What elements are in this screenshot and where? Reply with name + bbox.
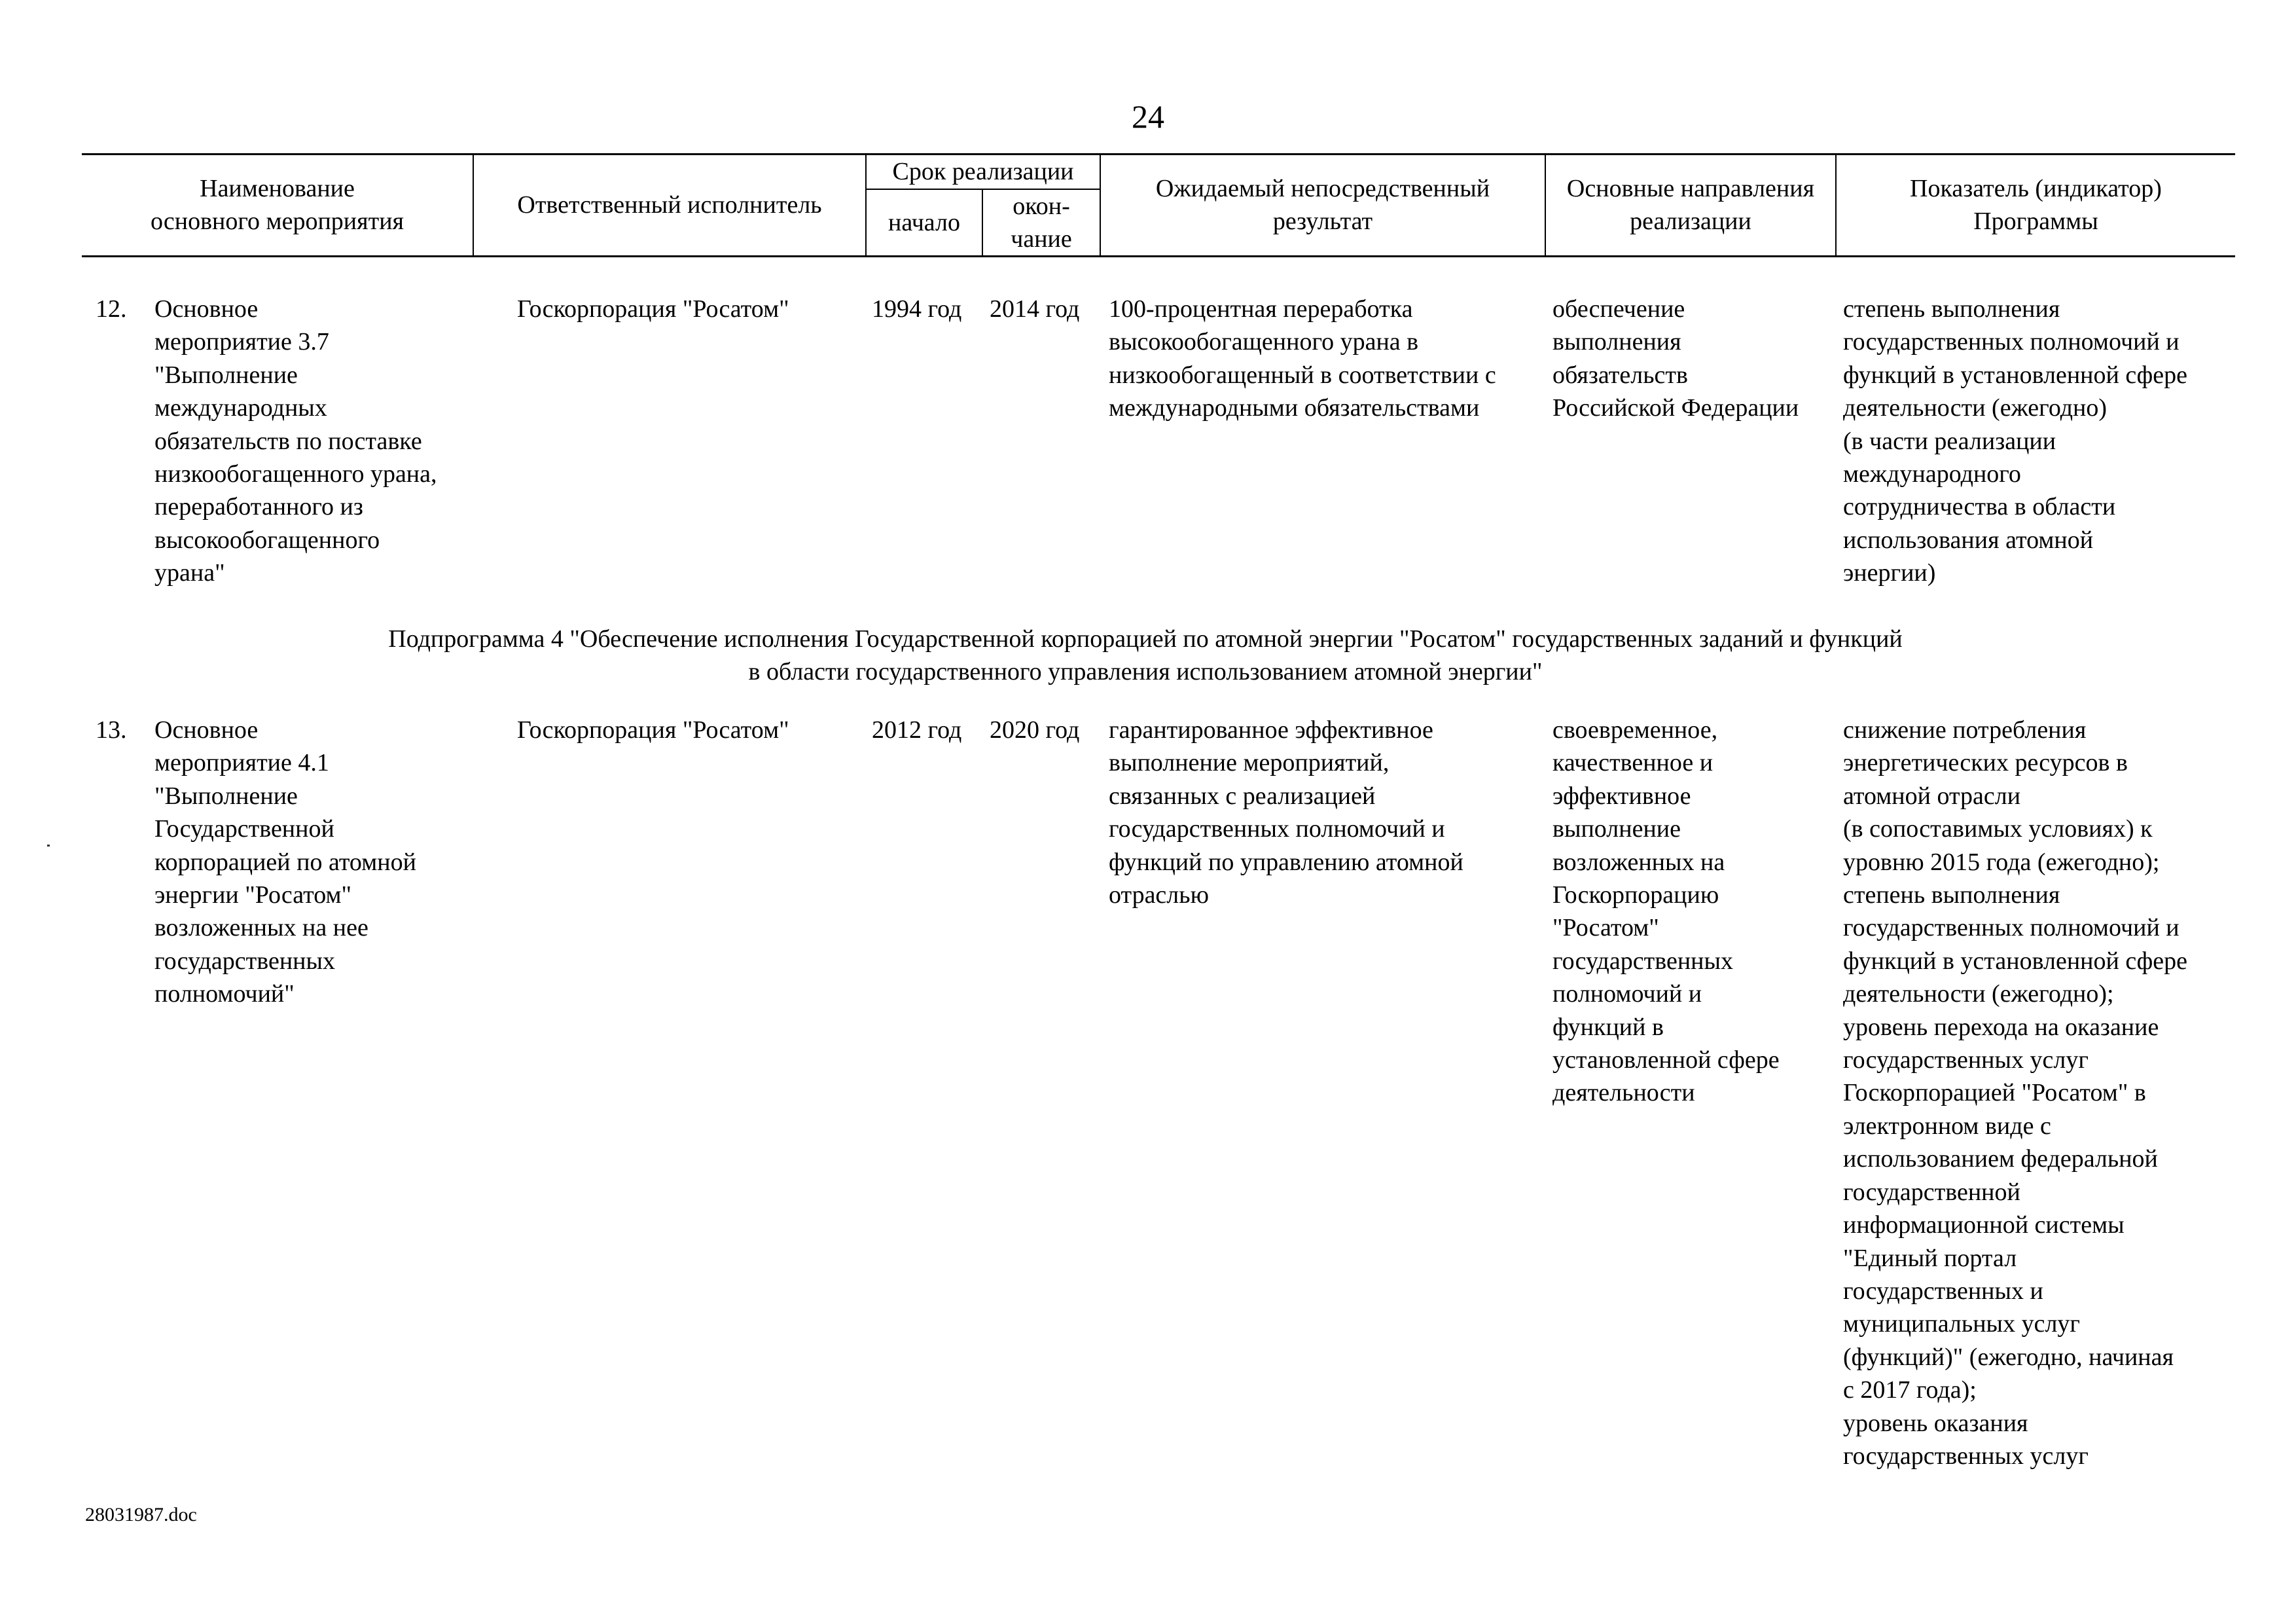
header-executor: Ответственный исполнитель [517,191,822,219]
row-end: 2014 год [990,295,1080,323]
row-number: 13. [96,716,127,744]
header-indicator: Показатель (индикатор) Программы [1910,175,2162,235]
row-end: 2020 год [990,716,1080,744]
row-start: 2012 год [872,716,962,744]
row-name: Основное мероприятие 3.7 "Выполнение международных обязательств по поставке низкообогащенного урана, переработанного из высокообогащенного урана" [154,295,437,587]
row-start: 1994 год [872,295,962,323]
row-number: 12. [96,295,127,323]
header-directions: Основные направления реализации [1566,175,1815,235]
header-end: окон- чание [1011,192,1072,253]
scan-speck [47,845,50,847]
page-number: 24 [1132,98,1164,135]
header-result: Ожидаемый непосредственный результат [1155,175,1490,235]
subprogram-title: Подпрограмма 4 "Обеспечение исполнения Государственной корпорацией по атомной энергии "Росатом" государственных заданий и функций в области государственного управления использованием атомной энергии" [388,625,1903,685]
row-indicator: степень выполнения государственных полномочий и функций в установленной сфере деятельности (ежегодно) (в части реализации международного сотрудничества в области использования атомной энергии) [1843,295,2188,587]
row-result: 100-процентная переработка высокообогащенного урана в низкообогащенный в соответствии с международными обязательствами [1109,295,1496,422]
row-directions: своевременное, качественное и эффективное выполнение возложенных на Госкорпорацию "Росатом" государственных полномочий и функций в установленной сфере деятельности [1552,716,1780,1107]
header-name: Наименование основного мероприятия [150,175,404,235]
row-executor: Госкорпорация "Росатом" [517,295,789,323]
header-period: Срок реализации [892,158,1074,185]
row-result: гарантированное эффективное выполнение мероприятий, связанных с реализацией государственных полномочий и функций по управлению атомной отраслью [1109,716,1463,909]
row-directions: обеспечение выполнения обязательств Российской Федерации [1552,295,1799,422]
row-executor: Госкорпорация "Росатом" [517,716,789,744]
row-name: Основное мероприятие 4.1 "Выполнение Государственной корпорацией по атомной энергии "Росатом" возложенных на нее государственных полномочий" [154,716,416,1008]
row-indicator: снижение потребления энергетических ресурсов в атомной отрасли (в сопоставимых условиях) к уровню 2015 года (ежегодно); степень выполнения государственных полномочий и функций в установленной сфере деятельности (ежегодно); уровень перехода на оказание государственных услуг Госкорпорацией "Росатом" в электронном виде с использованием федеральной государственной информационной системы "Единый портал государственных и муниципальных услуг (функций)" (ежегодно, начиная с 2017 года); уровень оказания государственных услуг [1843,716,2188,1470]
footer-filename: 28031987.doc [85,1504,197,1525]
header-bottom-rule [82,255,2235,257]
header-start: начало [888,209,960,236]
